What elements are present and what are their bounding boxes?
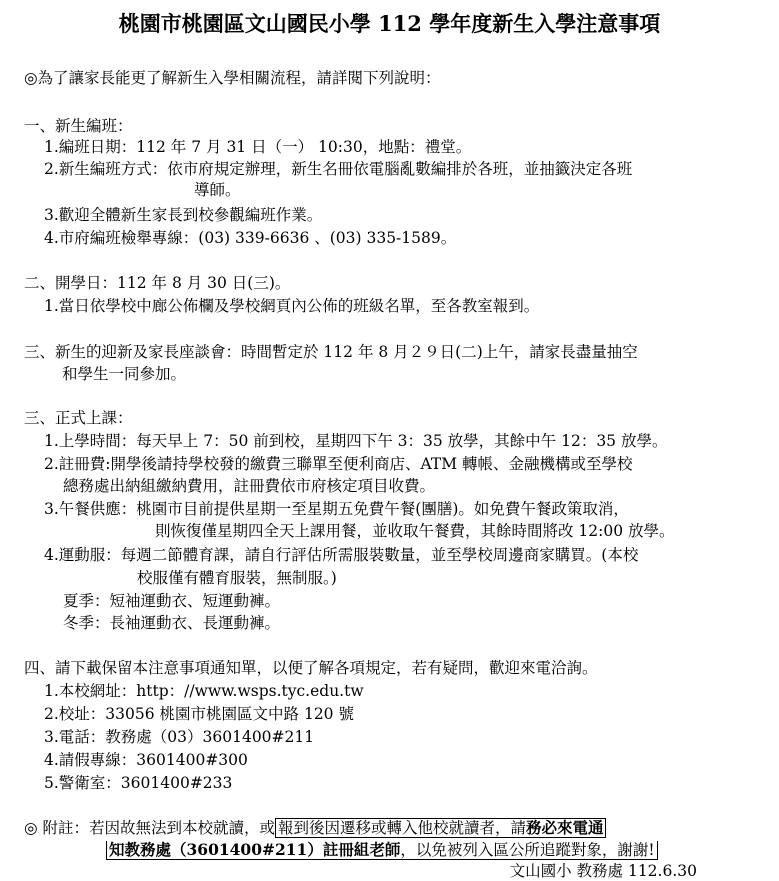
section-5-heading: 四、請下載保留本注意事項通知單，以便了解各項規定，若有疑問，歡迎來電洽詢。 bbox=[24, 659, 598, 677]
section-3-text-cont: 和學生一同參加。 bbox=[62, 365, 187, 383]
note-box-1-bold: 務必來電通 bbox=[525, 818, 604, 837]
section-4-item-2: 2.註冊費:開學後請持學校發的繳費三聯單至便利商店、ATM 轉帳、金融機構或至學校 bbox=[44, 455, 633, 473]
section-4-heading: 三、正式上課： bbox=[24, 409, 133, 427]
section-4-item-2-cont: 總務處出納組繳納費用，註冊費依市府核定項目收費。 bbox=[63, 477, 436, 495]
section-4-item-4-cont: 校服僅有體育服裝，無制服。) bbox=[137, 569, 337, 587]
section-3-text: 三、新生的迎新及家長座談會：時間暫定於 112 年 8 月２９日(二)上午，請家長盡量抽空 bbox=[24, 343, 638, 361]
section-4-item-4: 4.運動服：每週二節體育課，請自行評估所需服裝數量，並至學校周邊商家購買。(本校 bbox=[44, 546, 639, 564]
note-box-2-text: ，以免被列入區公所追蹤對象，謝謝! bbox=[400, 841, 655, 859]
note-line-2 bbox=[106, 840, 658, 860]
section-1-item-4: 4.市府編班檢舉專線：(03) 339-6636 、(03) 335-1589。 bbox=[44, 229, 457, 247]
signature: 文山國小 教務處 112.6.30 bbox=[509, 862, 697, 880]
winter-uniform: 冬季：長袖運動衣、長運動褲。 bbox=[63, 614, 281, 632]
section-4-item-1: 1.上學時間：每天早上 7：50 前到校，星期四下午 3：35 放學，其餘中午 12：35 放學。 bbox=[44, 432, 668, 450]
section-2-heading: 二、開學日：112 年 8 月 30 日(三)。 bbox=[24, 274, 291, 292]
summer-uniform: 夏季：短袖運動衣、短運動褲。 bbox=[63, 592, 281, 610]
note-box-1-text: 報到後因遷移或轉入他校就讀者，請 bbox=[277, 819, 526, 837]
page-title: 桃園市桃園區文山國民小學 112 學年度新生入學注意事項 bbox=[118, 11, 661, 36]
note-prefix: ◎ 附註：若因故無法到本校就讀，或 bbox=[24, 819, 275, 837]
section-4-item-3: 3.午餐供應：桃園市目前提供星期一至星期五免費午餐(團膳)。如免費午餐政策取消， bbox=[44, 500, 629, 518]
section-1-item-1: 1.編班日期：112 年 7 月 31 日（一） 10:30，地點：禮堂。 bbox=[44, 138, 472, 156]
section-1-item-2: 2.新生編班方式：依市府規定辦理，新生名冊依電腦亂數編排於各班，並抽籤決定各班 bbox=[44, 160, 633, 178]
section-1-item-2-cont: 導師。 bbox=[194, 181, 241, 199]
note-box-1 bbox=[275, 818, 607, 838]
note-box-2 bbox=[106, 841, 658, 860]
note-box-2-bold: 知教務處（3601400#211）註冊組老師 bbox=[109, 840, 401, 859]
section-4-item-3-cont: 則恢復僅星期四全天上課用餐，並收取午餐費，其餘時間將改 12:00 放學。 bbox=[155, 522, 675, 540]
guard-room: 5.警衛室：3601400#233 bbox=[44, 774, 233, 792]
section-1-item-3: 3.歡迎全體新生家長到校參觀編班作業。 bbox=[44, 206, 323, 224]
leave-hotline: 4.請假專線：3601400#300 bbox=[44, 751, 248, 769]
school-address: 2.校址：33056 桃園市桃園區文中路 120 號 bbox=[44, 705, 354, 723]
section-1-heading: 一、新生編班： bbox=[24, 117, 133, 135]
section-2-item-1: 1.當日依學校中廊公佈欄及學校網頁內公佈的班級名單，至各教室報到。 bbox=[44, 297, 540, 315]
school-phone: 3.電話：教務處（03）3601400#211 bbox=[44, 728, 315, 746]
note-line-1 bbox=[24, 818, 606, 838]
school-website: 1.本校網址：http：//www.wsps.tyc.edu.tw bbox=[44, 682, 364, 700]
intro-text: ◎為了讓家長能更了解新生入學相關流程，請詳閱下列說明： bbox=[24, 69, 441, 87]
